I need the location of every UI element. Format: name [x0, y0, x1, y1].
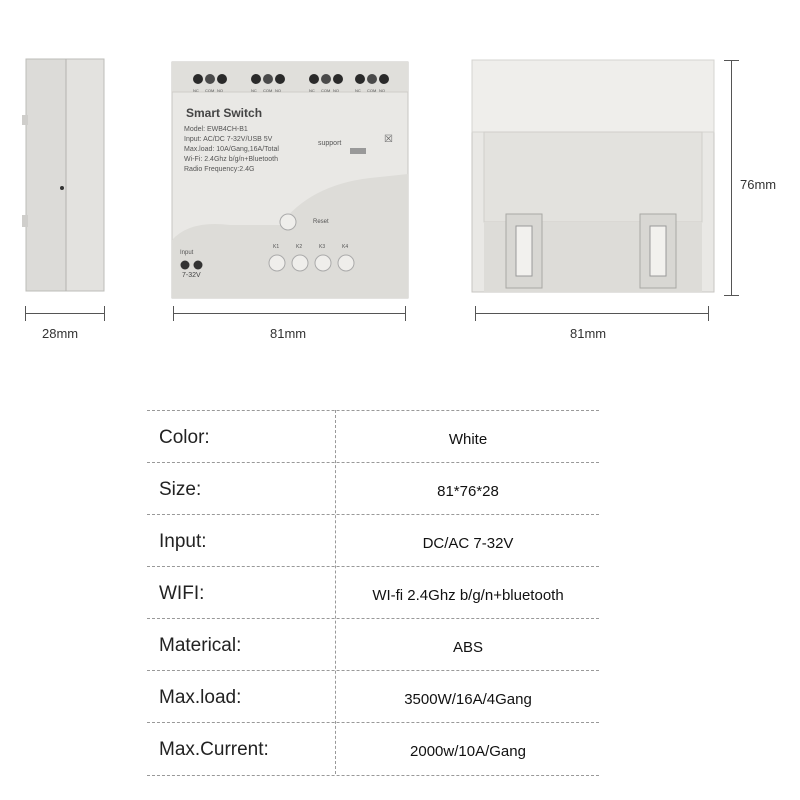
- terminal-screw: [193, 74, 203, 84]
- spec-key: Max.load:: [159, 687, 242, 708]
- terminal-label: NC: [251, 88, 257, 93]
- terminal-label: NO: [275, 88, 281, 93]
- power-voltage: 7-32V: [182, 272, 201, 279]
- table-row: [147, 514, 599, 567]
- dim-tick: [475, 306, 476, 321]
- dim-tick: [708, 306, 709, 321]
- dim-line-side: [25, 313, 105, 314]
- terminal-label: COM: [321, 88, 331, 93]
- side-view: [20, 55, 110, 295]
- spec-value: White: [448, 431, 488, 448]
- terminal-screw: [309, 74, 319, 84]
- dim-line-back: [475, 313, 709, 314]
- relay-button: [269, 255, 285, 271]
- terminal-screw: [251, 74, 261, 84]
- terminal-label: COM: [205, 88, 215, 93]
- terminal-screw: [379, 74, 389, 84]
- spec-value: ABS: [452, 639, 483, 656]
- device-wifi: Wi-Fi: 2.4Ghz b/g/n+Bluetooth: [184, 156, 278, 163]
- terminal-label: NO: [379, 88, 385, 93]
- terminal-screw: [205, 74, 215, 84]
- spec-value: 81*76*28: [437, 483, 499, 500]
- spec-value: 2000w/10A/Gang: [410, 743, 526, 760]
- terminal-label: NC: [309, 88, 315, 93]
- relay-button-label: K1: [273, 244, 280, 250]
- dim-height: 76mm: [740, 177, 777, 192]
- dim-tick: [724, 60, 739, 61]
- spec-key: Input:: [159, 531, 207, 552]
- dim-back-width: 81mm: [570, 326, 607, 341]
- device-input: Input: AC/DC 7-32V/USB 5V: [184, 136, 273, 143]
- spec-key: WIFI:: [159, 583, 205, 604]
- dim-tick: [25, 306, 26, 321]
- spec-value: WI-fi 2.4Ghz b/g/n+bluetooth: [372, 587, 564, 604]
- spec-value: 3500W/16A/4Gang: [404, 691, 532, 708]
- table-row: [147, 670, 599, 723]
- relay-button-label: K4: [342, 244, 349, 250]
- spec-key: Color:: [159, 427, 210, 448]
- spec-key: Materical:: [159, 635, 242, 656]
- terminal-screw: [321, 74, 331, 84]
- terminal-screw: [263, 74, 273, 84]
- dim-tick: [104, 306, 105, 321]
- terminal-screw: [355, 74, 365, 84]
- terminal-screw: [333, 74, 343, 84]
- device-model: Model: EWB4CH-B1: [184, 126, 248, 133]
- table-row: [147, 566, 599, 619]
- spec-key: Max.Current:: [159, 739, 269, 760]
- dim-side-width: 28mm: [42, 326, 79, 341]
- table-row: [147, 410, 599, 463]
- dim-tick: [724, 295, 739, 296]
- terminal-screw: [275, 74, 285, 84]
- back-view: [468, 56, 718, 296]
- dim-line-front: [173, 313, 406, 314]
- table-row: [147, 722, 599, 776]
- relay-button: [338, 255, 354, 271]
- dim-line-height: [731, 60, 732, 296]
- terminal-label: NC: [193, 88, 199, 93]
- relay-button-label: K2: [296, 244, 303, 250]
- spec-key: Size:: [159, 479, 202, 500]
- dim-tick: [405, 306, 406, 321]
- device-radio: Radio Frequency:2.4G: [184, 166, 255, 173]
- table-row: [147, 618, 599, 671]
- dim-front-width: 81mm: [270, 326, 307, 341]
- terminal-label: NO: [333, 88, 339, 93]
- relay-button-label: K3: [319, 244, 326, 250]
- table-row: [147, 462, 599, 515]
- relay-button: [315, 255, 331, 271]
- spec-value: DC/AC 7-32V: [422, 535, 514, 552]
- terminal-label: COM: [263, 88, 273, 93]
- device-title: Smart Switch: [186, 106, 263, 120]
- terminal-label: COM: [367, 88, 377, 93]
- terminal-screw: [217, 74, 227, 84]
- dim-tick: [173, 306, 174, 321]
- terminal-label: NO: [217, 88, 223, 93]
- relay-button: [292, 255, 308, 271]
- terminal-label: NC: [355, 88, 361, 93]
- power-label: Input: [180, 250, 194, 256]
- device-maxload: Max.load: 10A/Gang,16A/Total: [184, 146, 279, 153]
- front-view: [170, 60, 410, 300]
- weee-icon: ☒: [384, 134, 393, 145]
- support-label: support: [318, 140, 342, 147]
- reset-label: Reset: [313, 219, 329, 225]
- terminal-screw: [367, 74, 377, 84]
